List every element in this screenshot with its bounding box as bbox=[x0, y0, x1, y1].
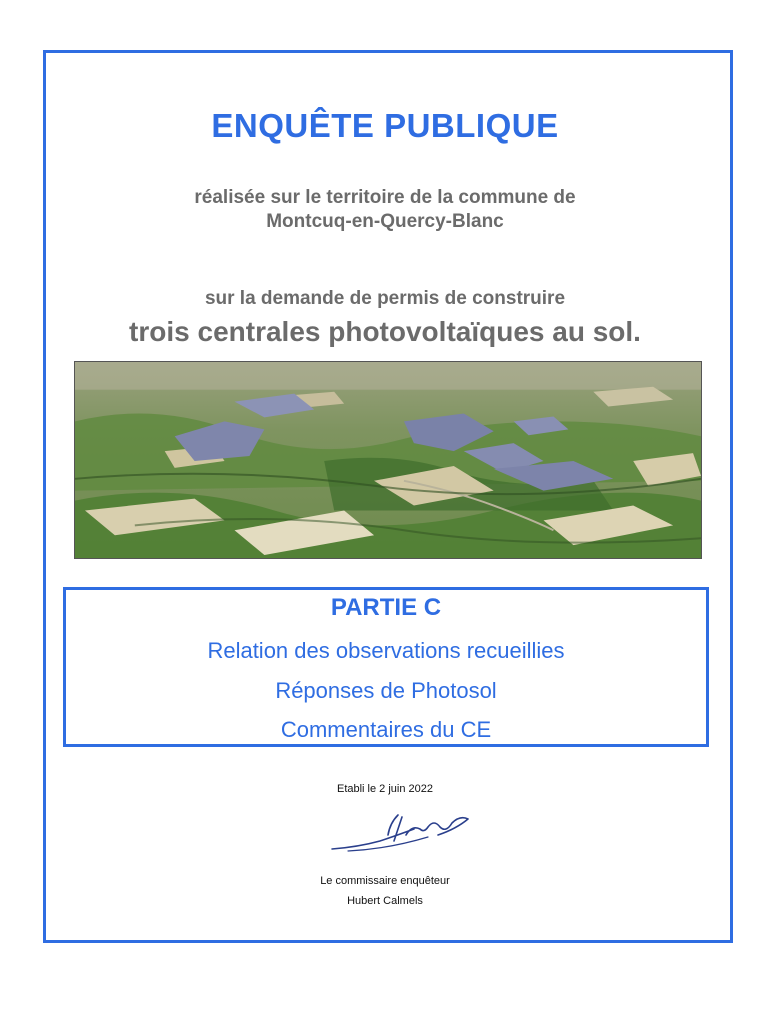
commune-name: Montcuq-en-Quercy-Blanc bbox=[266, 211, 504, 232]
part-title: PARTIE C bbox=[330, 594, 442, 621]
document-date: Etabli le 2 juin 2022 bbox=[336, 783, 433, 795]
subtitle-line-1: réalisée sur le territoire de la commune de bbox=[194, 187, 576, 208]
signer-role: Le commissaire enquêteur bbox=[320, 875, 450, 887]
signer-name: Hubert Calmels bbox=[347, 895, 423, 907]
signature-icon bbox=[328, 805, 473, 857]
subtitle bbox=[0, 186, 770, 234]
part-line-observations: Relation des observations recueillies bbox=[207, 638, 565, 663]
project-title: trois centrales photovoltaïques au sol. bbox=[129, 316, 641, 347]
part-section bbox=[63, 587, 709, 747]
part-line-responses: Réponses de Photosol bbox=[275, 678, 497, 703]
aerial-photo bbox=[74, 361, 702, 559]
part-line-comments: Commentaires du CE bbox=[280, 717, 492, 742]
page-title: ENQUÊTE PUBLIQUE bbox=[211, 107, 559, 144]
demand-text: sur la demande de permis de construire bbox=[204, 288, 566, 309]
